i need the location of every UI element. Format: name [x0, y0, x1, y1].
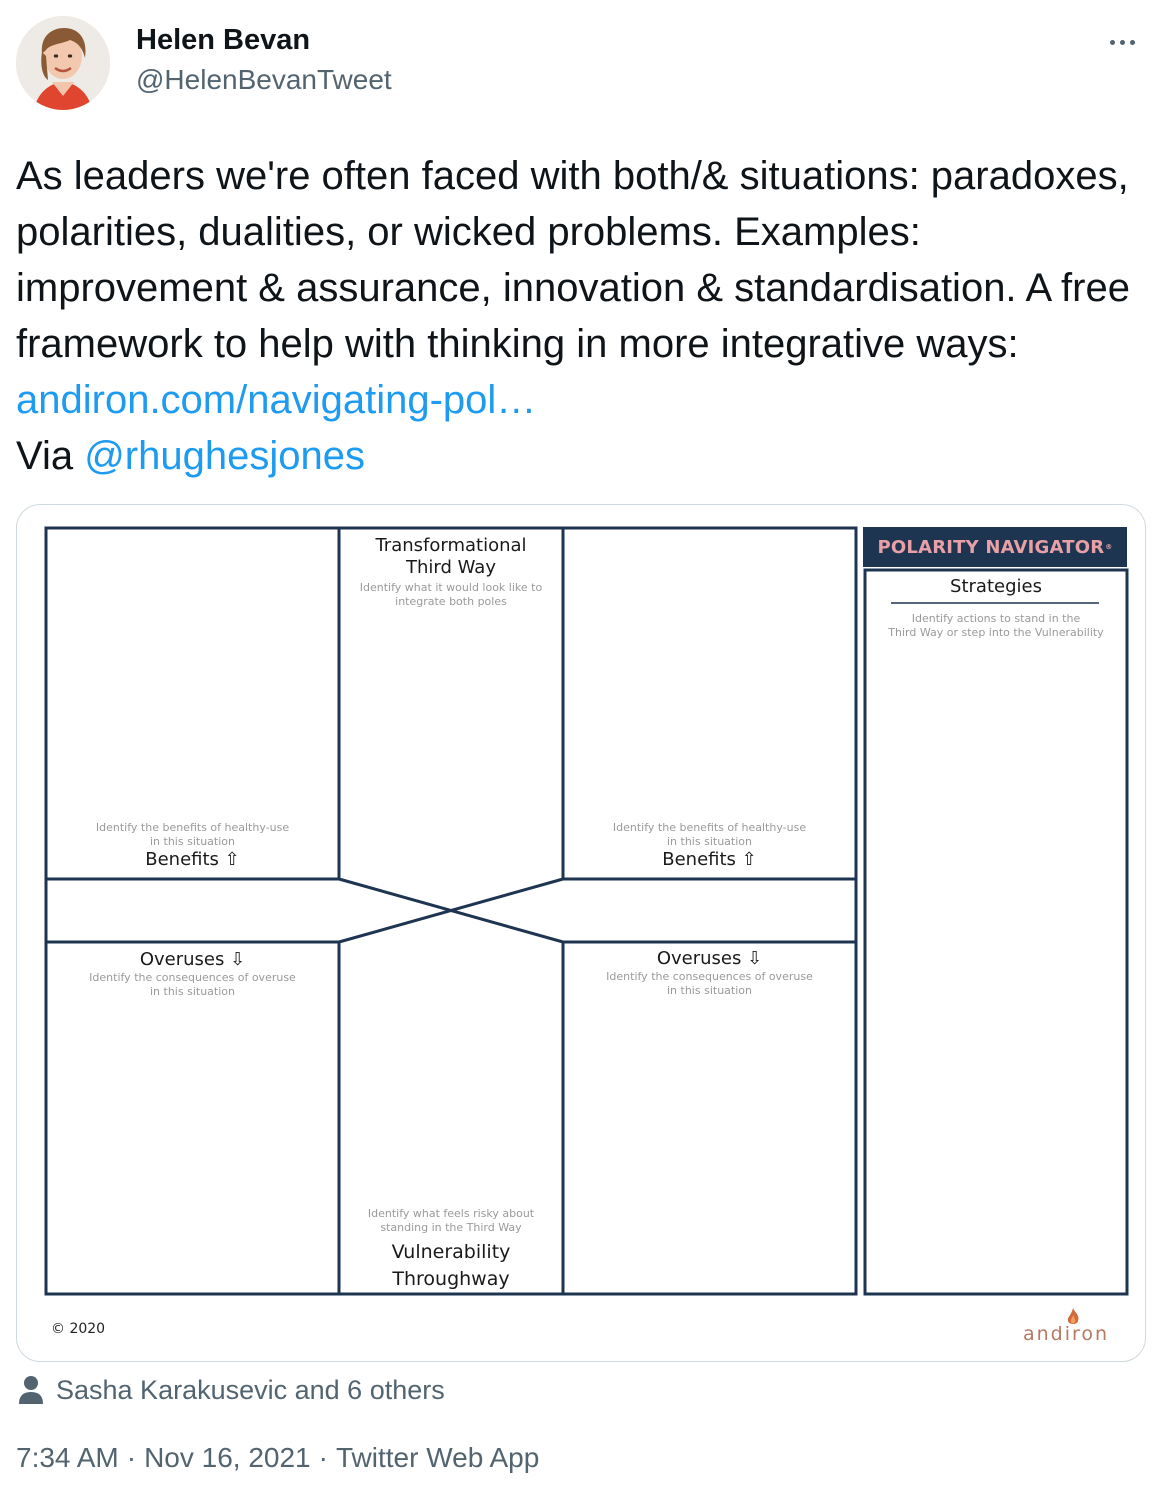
- meta-separator: ·: [126, 1442, 137, 1473]
- tweet-meta: [16, 1442, 539, 1474]
- overuses-left-section: [46, 949, 339, 999]
- benefits-right-hint-line2: in this situation: [667, 835, 752, 848]
- author-name[interactable]: Helen Bevan: [136, 24, 311, 56]
- third-way-hint-line1: Identify what it would look like to: [359, 581, 543, 594]
- strategies-hint-line1: Identify actions to stand in the: [911, 612, 1081, 625]
- avatar-photo-icon: [16, 16, 110, 110]
- strategies-section: [865, 576, 1127, 640]
- more-dot-icon: [1120, 40, 1125, 45]
- person-icon: [18, 1375, 44, 1405]
- vulnerability-title-line1: Vulnerability: [391, 1241, 511, 1263]
- more-dot-icon: [1110, 40, 1115, 45]
- overuses-right-hint-line1: Identify the consequences of overuse: [606, 970, 813, 983]
- benefits-left-hint-line2: in this situation: [150, 835, 235, 848]
- strategies-title: Strategies: [950, 576, 1042, 597]
- overuses-left-title: Overuses ⇩: [139, 949, 246, 970]
- liked-by-row[interactable]: [18, 1372, 445, 1408]
- third-way-section: [339, 535, 563, 609]
- tweet-text-body: As leaders we're often faced with both/& situations: paradoxes, polarities, dualities, or wicked problems. Examples: improvement & assurance, innovation & standardisation. A free framework to help with thinking in more integrative ways:: [16, 154, 1130, 366]
- more-options-button[interactable]: [1102, 22, 1142, 62]
- vulnerability-section: [339, 1207, 563, 1293]
- tweet-text: [16, 148, 1142, 484]
- benefits-left-section: [46, 821, 339, 871]
- tweet-link[interactable]: andiron.com/navigating-pol…: [16, 378, 537, 422]
- andiron-logo: [1023, 1315, 1123, 1345]
- logo-text: andiron: [1023, 1323, 1110, 1345]
- polarity-navigator-header: [863, 527, 1127, 567]
- meta-separator: ·: [318, 1442, 328, 1473]
- third-way-title-line1: Transformational: [375, 535, 527, 556]
- liked-by-text[interactable]: Sasha Karakusevic and 6 others: [56, 1374, 445, 1405]
- header-text: POLARITY NAVIGATOR: [877, 536, 1105, 558]
- polarity-navigator-image: [17, 505, 1145, 1361]
- third-way-hint-line2: integrate both poles: [395, 595, 507, 608]
- overuses-right-section: [563, 948, 856, 998]
- benefits-right-hint-line1: Identify the benefits of healthy-use: [612, 821, 807, 834]
- benefits-left-title: Benefits ⇧: [145, 849, 240, 870]
- overuses-right-title: Overuses ⇩: [656, 948, 763, 969]
- more-dot-icon: [1130, 40, 1135, 45]
- overuses-left-hint-line1: Identify the consequences of overuse: [89, 971, 296, 984]
- tweet-media[interactable]: [16, 504, 1146, 1362]
- overuses-left-hint-line2: in this situation: [150, 985, 235, 998]
- tweet-time[interactable]: 7:34 AM: [16, 1442, 119, 1473]
- author-avatar[interactable]: [16, 16, 110, 110]
- benefits-right-title: Benefits ⇧: [662, 849, 757, 870]
- registered-mark: ®: [1105, 543, 1113, 551]
- tweet-date[interactable]: Nov 16, 2021: [144, 1442, 311, 1473]
- vulnerability-hint-line1: Identify what feels risky about: [367, 1207, 535, 1220]
- overuses-right-hint-line2: in this situation: [667, 984, 752, 997]
- tweet-source[interactable]: Twitter Web App: [335, 1442, 540, 1473]
- tweet-text-via: Via: [16, 434, 85, 478]
- framework-copyright: © 2020: [51, 1321, 106, 1337]
- benefits-right-section: [563, 821, 856, 871]
- benefits-left-hint-line1: Identify the benefits of healthy-use: [95, 821, 290, 834]
- third-way-title-line2: Third Way: [406, 557, 496, 578]
- vulnerability-hint-line2: standing in the Third Way: [380, 1221, 522, 1234]
- mention-link[interactable]: @rhughesjones: [84, 434, 365, 478]
- vulnerability-title-line2: Throughway: [392, 1268, 510, 1290]
- strategies-hint-line2: Third Way or step into the Vulnerability: [888, 626, 1104, 639]
- author-handle[interactable]: @HelenBevanTweet: [136, 64, 392, 95]
